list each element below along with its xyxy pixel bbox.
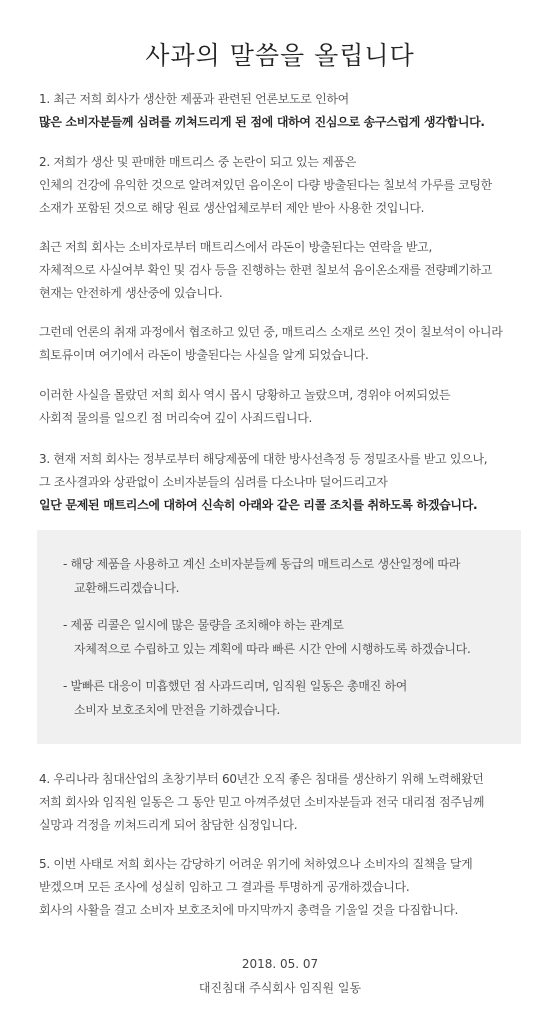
paragraph-line: 5. 이번 사태로 저희 회사는 감당하기 어려운 위기에 처하였으나 소비자의 질책을 달게 bbox=[39, 857, 473, 871]
paragraph-line: 2. 저희가 생산 및 판매한 매트리스 중 논란이 되고 있는 제품은 bbox=[39, 155, 357, 169]
paragraph-line: 최근 저희 회사는 소비자로부터 매트리스에서 라돈이 방출된다는 연락을 받고, bbox=[39, 240, 432, 254]
paragraph-line: 희토류이며 여기에서 라돈이 방출된다는 사실을 알게 되었습니다. bbox=[39, 348, 369, 362]
signature: 대진침대 주식회사 임직원 일동 bbox=[198, 981, 362, 995]
paragraph-line: 소재가 포함된 것으로 해당 원료 생산업체로부터 제안 받아 사용한 것입니다. bbox=[39, 201, 425, 215]
paragraph-2 bbox=[39, 151, 529, 220]
recall-item-line: 소비자 보호조치에 만전을 기하겠습니다. bbox=[74, 703, 281, 717]
paragraph-line: 사회적 물의를 일으킨 점 머리숙여 깊이 사죄드립니다. bbox=[39, 411, 313, 425]
paragraph-line: 인체의 건강에 유익한 것으로 알려져있던 음이온이 다량 방출된다는 칠보석 가루를 코팅한 bbox=[39, 178, 492, 192]
recall-item-line: 자체적으로 수립하고 있는 계획에 따라 빠른 시간 안에 시행하도록 하겠습니다. bbox=[74, 642, 471, 656]
page-title: 사과의 말씀을 올립니다 bbox=[145, 41, 415, 70]
paragraph-3 bbox=[39, 236, 529, 305]
recall-item-2 bbox=[63, 613, 513, 661]
paragraph-4 bbox=[39, 321, 529, 367]
paragraph-line: 그런데 언론의 취재 과정에서 협조하고 있던 중, 매트리스 소재로 쓰인 것이 칠보석이 아니라 bbox=[39, 325, 503, 339]
document-date: 2018. 05. 07 bbox=[241, 957, 319, 971]
paragraph-line: 자체적으로 사실여부 확인 및 검사 등을 진행하는 한편 칠보석 음이온소재를 전량폐기하고 bbox=[39, 263, 492, 277]
paragraph-8 bbox=[39, 853, 529, 922]
paragraph-line: 저희 회사와 임직원 일동은 그 동안 믿고 아껴주셨던 소비자분들과 전국 대리점 점주님께 bbox=[39, 795, 485, 809]
recall-item-line: 교환해드리겠습니다. bbox=[74, 581, 180, 595]
paragraph-line: 받겠으며 모든 조사에 성실히 임하고 그 결과를 투명하게 공개하겠습니다. bbox=[39, 880, 410, 894]
recall-item-line: - 발빠른 대응이 미흡했던 점 사과드리며, 임직원 일동은 총매진 하여 bbox=[63, 679, 408, 693]
paragraph-1 bbox=[39, 88, 529, 134]
paragraph-line: 이러한 사실을 몰랐던 저희 회사 역시 몹시 당황하고 놀랐으며, 경위야 어찌되었든 bbox=[39, 388, 451, 402]
paragraph-line: 그 조사결과와 상관없이 소비자분들의 심려를 다소나마 덜어드리고자 bbox=[39, 475, 388, 489]
paragraph-5 bbox=[39, 384, 529, 430]
paragraph-line-bold: 많은 소비자분들께 심려를 끼쳐드리게 된 점에 대하여 진심으로 송구스럽게 생각합니다. bbox=[39, 115, 485, 129]
paragraph-7 bbox=[39, 768, 529, 837]
paragraph-line-bold: 일단 문제된 매트리스에 대하여 신속히 아래와 같은 리콜 조치를 취하도록 하겠습니다. bbox=[39, 498, 478, 512]
paragraph-6 bbox=[39, 448, 529, 517]
paragraph-line: 회사의 사활을 걸고 소비자 보호조치에 마지막까지 총력을 기울일 것을 다짐합니다. bbox=[39, 903, 459, 917]
paragraph-line: 1. 최근 저희 회사가 생산한 제품과 관련된 언론보도로 인하여 bbox=[39, 92, 349, 106]
recall-item-line: - 제품 리콜은 일시에 많은 물량을 조치해야 하는 관계로 bbox=[63, 618, 344, 632]
paragraph-line: 3. 현재 저희 회사는 정부로부터 해당제품에 대한 방사선측정 등 정밀조사를 받고 있으나, bbox=[39, 452, 488, 466]
paragraph-line: 실망과 걱정을 끼쳐드리게 되어 참담한 심정입니다. bbox=[39, 818, 298, 832]
paragraph-line: 현재는 안전하게 생산중에 있습니다. bbox=[39, 286, 223, 300]
recall-item-line: - 해당 제품을 사용하고 계신 소비자분들께 동급의 매트리스로 생산일정에 따라 bbox=[63, 557, 461, 571]
paragraph-line: 4. 우리나라 침대산업의 초창기부터 60년간 오직 좋은 침대를 생산하기 위해 노력해왔던 bbox=[39, 772, 484, 786]
recall-item-3 bbox=[63, 674, 513, 722]
recall-item-1 bbox=[63, 552, 513, 600]
recall-measures-box bbox=[37, 530, 521, 744]
